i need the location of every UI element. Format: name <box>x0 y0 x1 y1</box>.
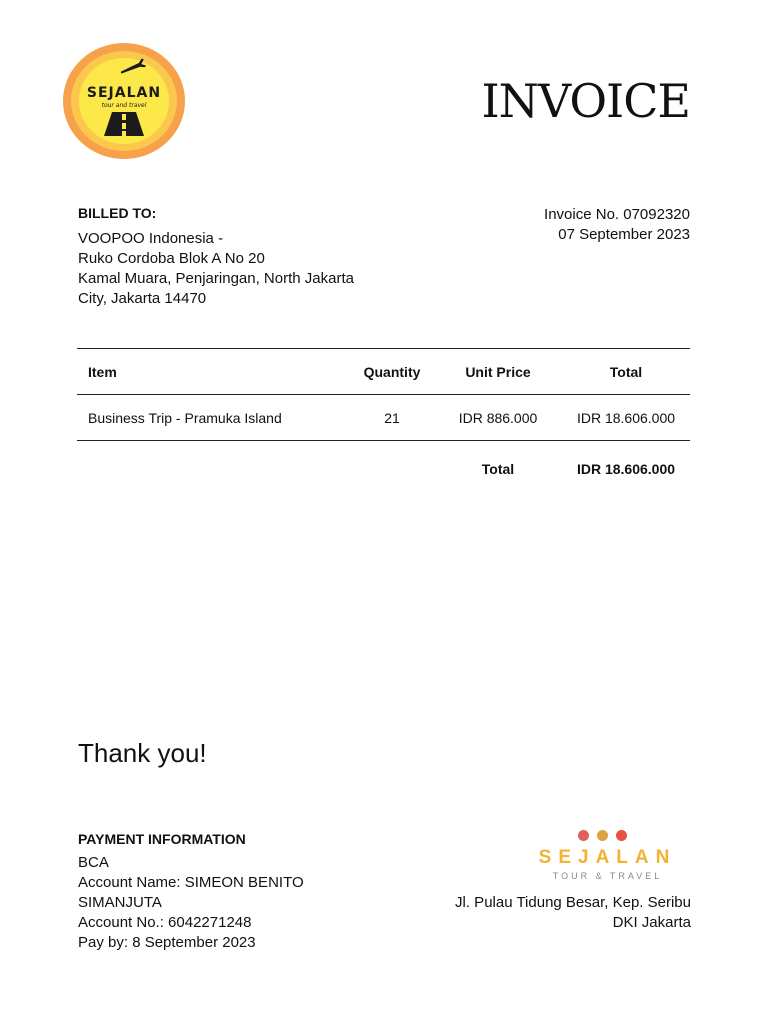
total-value: IDR 18.606.000 <box>576 461 676 477</box>
total-label: Total <box>481 461 515 477</box>
payment-line: Account Name: SIMEON BENITO <box>78 874 304 891</box>
payment-line: BCA <box>78 854 109 871</box>
payment-line: Account No.: 6042271248 <box>78 914 252 931</box>
company-logo <box>62 42 186 160</box>
payment-line: Pay by: 8 September 2023 <box>78 934 256 951</box>
row-unit-price: IDR 886.000 <box>458 409 538 426</box>
page-title: INVOICE <box>481 74 690 128</box>
address-line: Jl. Pulau Tidung Besar, Kep. Seribu <box>455 894 691 911</box>
row-total: IDR 18.606.000 <box>576 409 676 426</box>
header-quantity: Quantity <box>363 363 421 380</box>
payment-heading: PAYMENT INFORMATION <box>78 831 246 847</box>
invoice-date: 07 September 2023 <box>558 226 690 243</box>
invoice-meta <box>544 205 690 245</box>
header-total: Total <box>609 363 643 380</box>
billed-to-line: VOOPOO Indonesia - <box>78 230 224 247</box>
header-unit-price: Unit Price <box>465 363 531 380</box>
table-row <box>77 395 690 441</box>
invoice-number: Invoice No. 07092320 <box>544 206 690 223</box>
brand-dot-icon <box>578 830 589 841</box>
table-header-row <box>77 348 690 395</box>
footer-brand-tagline: TOUR & TRAVEL <box>552 871 663 881</box>
payment-line: SIMANJUTA <box>78 894 162 911</box>
brand-dot-icon <box>597 830 608 841</box>
row-item: Business Trip - Pramuka Island <box>88 409 282 426</box>
logo-tagline: tour and travel <box>101 102 147 109</box>
billed-to-section <box>78 205 408 309</box>
table-total-row <box>77 441 690 497</box>
billed-to-line: Ruko Cordoba Blok A No 20 <box>78 250 265 267</box>
billed-to-heading: BILLED TO: <box>78 205 157 221</box>
logo-name: SEJALAN <box>86 85 162 101</box>
footer-brand-logo <box>505 830 710 881</box>
payment-information <box>78 831 398 953</box>
header-item: Item <box>88 363 117 380</box>
billed-to-line: Kamal Muara, Penjaringan, North Jakarta <box>78 270 354 287</box>
billed-to-line: City, Jakarta 14470 <box>78 290 207 307</box>
row-quantity: 21 <box>384 409 400 426</box>
address-line: DKI Jakarta <box>612 914 691 931</box>
brand-dot-icon <box>616 830 627 841</box>
footer-brand-name: SEJALAN <box>538 847 677 868</box>
items-table <box>77 348 690 497</box>
thank-you-message: Thank you! <box>78 738 207 768</box>
company-address <box>455 893 691 933</box>
